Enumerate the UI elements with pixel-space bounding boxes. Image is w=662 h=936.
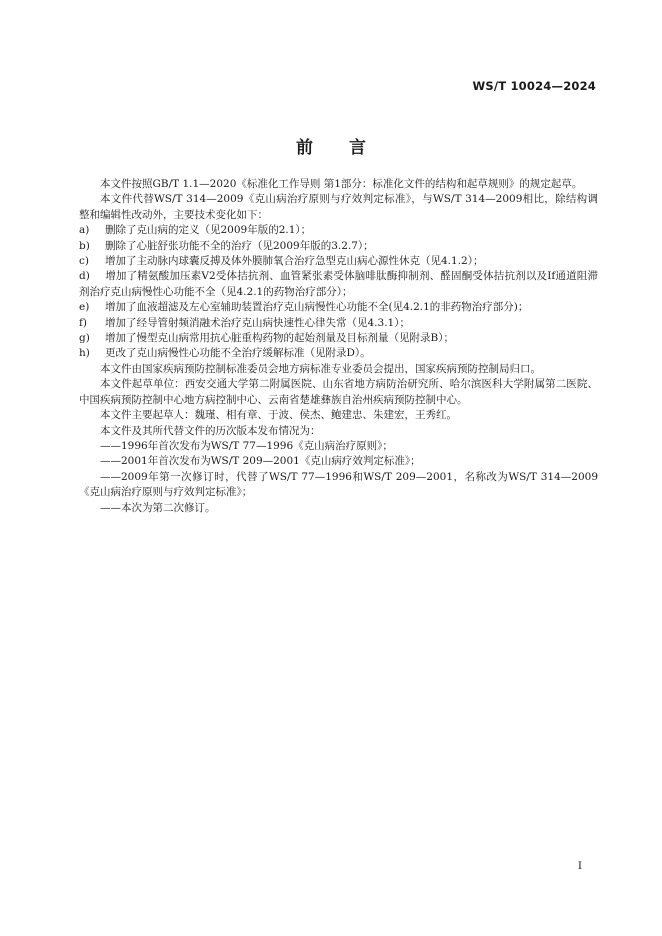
list-item-text: 增加了经导管射频消融术治疗克山病快速性心律失常（见4.3.1）； [105, 316, 410, 329]
list-item [79, 316, 598, 331]
paragraph-drafting-basis: 本文件按照GB/T 1.1—2020《标准化工作导则 第1部分：标准化文件的结构和起草规则》的规定起草。 [100, 178, 583, 190]
list-item-text: 删除了心脏舒张功能不全的治疗（见2009年版的3.2.7）； [105, 239, 374, 252]
list-item-text: 增加了主动脉内球囊反搏及体外膜肺氧合治疗急型克山病心源性休克（见4.1.2）； [105, 255, 484, 268]
paragraph-history-intro: 本文件及其所代替文件的历次版本发布情况为： [100, 424, 321, 437]
list-marker: e) [79, 301, 90, 314]
list-item [79, 300, 598, 315]
paragraph-drafting-units: 本文件起草单位：西安交通大学第二附属医院、山东省地方病防治研究所、哈尔滨医科大学附属第二医院、中国疾病预防控制中心地方病控制中心、云南省楚雄彝族自治州疾病预防控制中心。 [79, 378, 598, 406]
page-number: I [577, 860, 582, 872]
list-item [79, 269, 598, 300]
paragraph-proposer: 本文件由国家疾病预防控制标准委员会地方病标准专业委员会提出，国家疾病预防控制局归口。 [100, 362, 541, 375]
paragraph-drafters: 本文件主要起草人：魏瑾、相有章、于波、侯杰、鲍建忠、朱建宏，王秀红。 [100, 409, 457, 422]
list-marker: c) [79, 255, 89, 268]
history-item: ——本次为第二次修订。 [100, 501, 216, 514]
paragraph-replacement: 本文件代替WS/T 314—2009《克山病治疗原则与疗效判定标准》，与WS/T 314—2009相比，除结构调整和编辑性改动外，主要技术变化如下： [79, 193, 598, 221]
list-item [79, 239, 598, 254]
preface-body [79, 177, 598, 516]
list-item-text: 增加了血液超滤及左心室辅助装置治疗克山病慢性心功能不全(见4.2.1的非药物治疗部分)； [105, 301, 529, 314]
list-item-text: 更改了克山病慢性心功能不全治疗缓解标准（见附录D）。 [105, 347, 371, 360]
list-item [79, 331, 598, 346]
list-marker: d) [79, 270, 90, 283]
list-marker: f) [79, 316, 87, 329]
page-title: 前言 [296, 138, 402, 158]
standard-code: WS/T 10024—2024 [472, 79, 596, 93]
list-item-text: 增加了精氨酸加压素V2受体拮抗剂、血管紧张素受体脑啡肽酶抑制剂、醛固酮受体拮抗剂以及If通道阻滞剂治疗克山病慢性心功能不全（见4.2.1的药物治疗部分）； [79, 270, 598, 298]
list-item [79, 346, 598, 361]
list-item-text: 删除了克山病的定义（见2009年版的2.1）； [105, 224, 312, 237]
history-item: ——1996年首次发布为WS/T 77—1996《克山病治疗原则》； [100, 439, 393, 452]
list-item [79, 254, 598, 269]
history-item: ——2009年第一次修订时，代替了WS/T 77—1996和WS/T 209—2001，名称改为WS/T 314—2009《克山病治疗原则与疗效判定标准》； [79, 470, 598, 499]
list-marker: h) [79, 347, 90, 360]
list-marker: b) [79, 239, 90, 252]
list-item [79, 223, 598, 238]
history-item: ——2001年首次发布为WS/T 209—2001《克山病疗效判定标准》； [100, 455, 421, 468]
list-item-text: 增加了慢型克山病常用抗心脏重构药物的起始剂量及目标剂量（见附录B）； [105, 332, 454, 345]
list-marker: a) [79, 224, 90, 237]
change-list [79, 223, 598, 362]
list-marker: g) [79, 332, 90, 345]
